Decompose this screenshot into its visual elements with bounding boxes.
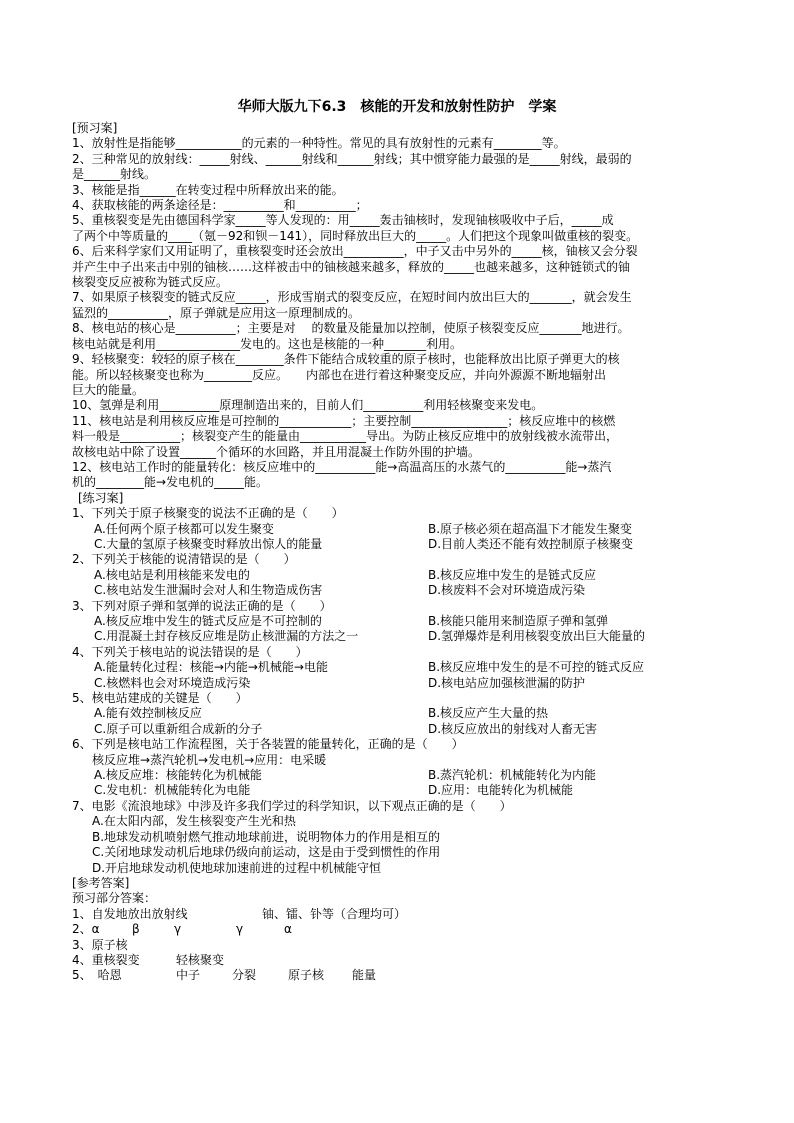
answer-row	[72, 938, 722, 953]
preview-line: 并产生中子出来击中别的铀核……这样被击中的铀核越来越多，释放的_____也越来越多，这种链锁式的铀	[72, 259, 631, 274]
option-a: A.能有效控制核反应	[94, 706, 202, 721]
preview-line: 9、轻核聚变：较轻的原子核在________条件下能结合成较重的原子核时，也能释放出比原子弹更大的核	[72, 352, 620, 367]
answer-cell: 3、原子核	[72, 937, 128, 952]
answer-cell: 1、自发地放出放射线	[72, 906, 188, 921]
answers-section	[72, 876, 722, 984]
practice-section	[72, 491, 722, 876]
option-d: D.核电站应加强核泄漏的防护	[428, 675, 586, 690]
option-b: B.核反应产生大量的热	[428, 706, 549, 721]
question-7	[72, 799, 722, 876]
option-d: D.开启地球发动机使地球加速前进的过程中机械能守恒	[92, 860, 382, 875]
question-1	[72, 506, 722, 552]
answer-row	[72, 968, 722, 983]
question-stem: 2、下列关于核能的说清错误的是（ ）	[72, 552, 296, 567]
preview-line: 巨大的能量。	[72, 382, 145, 397]
preview-line: 核裂变反应被称为链式反应。	[72, 275, 229, 290]
option-b: B.核反应堆中发生的是不可控的链式反应	[428, 660, 645, 675]
option-b: B.核反应堆中发生的是链式反应	[428, 567, 597, 582]
preview-section	[72, 121, 722, 491]
option-d: D.氢弹爆炸是利用核裂变放出巨大能量的	[428, 629, 646, 644]
answer-cell: γ	[174, 922, 182, 937]
answer-cell: 轻核聚变	[176, 952, 225, 967]
section-header-practice: [练习案]	[78, 490, 124, 505]
answer-cell: 铀、镭、钋等（合理均可）	[262, 906, 407, 921]
question-stem: 7、电影《流浪地球》中涉及许多我们学过的科学知识，以下观点正确的是（ ）	[72, 798, 512, 813]
option-b: B.原子核必须在超高温下才能发生聚变	[428, 521, 633, 536]
preview-line: 7、如果原子核裂变的链式反应_____，形成雪崩式的裂变反应，在短时间内放出巨大的_______，就会发生	[72, 290, 632, 305]
preview-line: 料一般是__________；核裂变产生的能量由___________导出。为防止核反应堆中的放射线被水流带出，	[72, 429, 619, 444]
question-stem: 3、下列对原子弹和氢弹的说法正确的是（ ）	[72, 598, 332, 613]
answer-row	[72, 907, 722, 922]
question-4	[72, 645, 722, 691]
preview-line: 5、重核裂变是先由德国科学家_____等人发现的：用_____轰击铀核时，发现铀核吸收中子后，_____成	[72, 213, 614, 228]
preview-line: 机的________能→发电机的_____能。	[72, 475, 269, 490]
preview-line: 核电站就是利用______________发电的。这也是核能的一种_______利用。	[72, 336, 463, 351]
preview-line: 6、后来科学家们又用证明了，重核裂变时还会放出__________，中子又击中另外的_____核，铀核又会分裂	[72, 244, 638, 259]
option-d: D.核反应放出的射线对人畜无害	[428, 721, 598, 736]
preview-line: 3、核能是指______在转变过程中所释放出来的能。	[72, 182, 344, 197]
question-3	[72, 599, 722, 645]
option-c: C.关闭地球发动机后地球仍级向前运动，这是由于受到惯性的作用	[92, 845, 441, 860]
answer-cell: 能量	[352, 968, 377, 983]
answer-cell: α	[284, 922, 292, 937]
option-c: C.核燃料也会对环境造成污染	[94, 675, 251, 690]
option-c: C.原子可以重新组合成新的分子	[94, 721, 263, 736]
option-d: D.目前人类还不能有效控制原子核聚变	[428, 536, 634, 551]
preview-line: 1、放射性是指能够___________的元素的一种特性。常见的具有放射性的元素有________等。	[72, 136, 566, 151]
option-a: A.核反应堆中发生的链式反应是不可控制的	[94, 614, 322, 628]
option-c: C.发电机：机械能转化为电能	[94, 783, 251, 798]
question-6	[72, 737, 722, 799]
question-5	[72, 691, 722, 737]
option-c: C.大量的氢原子核聚变时释放出惊人的能量	[94, 536, 323, 551]
answer-cell: 4、重核裂变	[72, 952, 140, 967]
preview-line: 4、获取核能的两条途径是：__________和__________；	[72, 198, 368, 213]
answer-cell: γ	[236, 922, 244, 937]
option-a: A.核反应堆：核能转化为机械能	[94, 768, 262, 783]
option-a: A.在太阳内部，发生核裂变产生光和热	[92, 814, 296, 829]
option-a: A.核电站是利用核能来发电的	[94, 567, 250, 582]
answer-cell: 中子	[176, 968, 201, 983]
option-c: C.用混凝土封存核反应堆是防止核泄漏的方法之一	[94, 629, 359, 644]
answers-subheader: 预习部分答案：	[72, 891, 157, 906]
option-a: A.任何两个原子核都可以发生聚变	[94, 521, 274, 536]
answer-row	[72, 922, 722, 937]
section-header-preview: [预习案]	[72, 121, 118, 135]
answer-cell: 2、α	[72, 922, 100, 937]
preview-line: 11、核电站是利用核反应堆是可控制的____________；主要控制________________；核反应堆中的核燃	[72, 413, 616, 428]
preview-line: 12、核电站工作时的能量转化：核反应堆中的__________能→高温高压的水蒸气的__________能→蒸汽	[72, 459, 612, 474]
preview-line: 故核电站中除了设置______个循环的水回路，并且用混凝土作防外围的护墙。	[72, 444, 481, 459]
option-b: B.地球发动机喷射燃气推动地球前进，说明物体力的作用是相互的	[92, 829, 441, 844]
preview-line: 8、核电站的核心是__________；主要是对 的数量及能量加以控制，使原子核裂变反应_______地进行。	[72, 321, 630, 336]
question-stem: 6、下列是核电站工作流程图，关于各装置的能量转化，正确的是（ ）	[72, 737, 464, 752]
preview-line: 猛烈的__________，原子弹就是应用这一原理制成的。	[72, 305, 361, 320]
preview-line: 2、三种常见的放射线：_____射线、______射线和______射线；其中惯穿能力最强的是_____射线，最弱的	[72, 151, 632, 166]
question-2	[72, 552, 722, 598]
preview-line: 10、氢弹是利用__________原理制造出来的，目前人们__________利用轻核聚变来发电。	[72, 398, 544, 413]
preview-line: 是______射线。	[72, 167, 157, 182]
worksheet-page	[72, 96, 722, 984]
question-stem: 4、下列关于核电站的说法错误的是（ ）	[72, 644, 308, 659]
page-title: 华师大版九下6.3 核能的开发和放射性防护 学案	[237, 99, 557, 115]
section-header-answers: [参考答案]	[72, 875, 130, 890]
answer-cell: β	[132, 922, 140, 937]
question-stem: 5、核电站建成的关键是（ ）	[72, 691, 248, 706]
question-stem: 1、下列关于原子核聚变的说法不正确的是（ ）	[72, 506, 344, 521]
option-d: D.应用：电能转化为机械能	[428, 783, 574, 798]
answer-cell: 5、 哈恩	[72, 968, 122, 983]
option-a: A.能量转化过程：核能→内能→机械能→电能	[94, 660, 328, 675]
preview-line: 能。所以轻核聚变也称为________反应。 内部也在进行着这种聚变反应，并向外源源不断地辐射出	[72, 367, 607, 382]
option-d: D.核废料不会对环境造成污染	[428, 583, 586, 598]
option-b: B.核能只能用来制造原子弹和氢弹	[428, 614, 609, 628]
preview-line: 了两个中等质量的____（氪－92和钡－141），同时释放出巨大的_____。人们把这个现象叫做重核的裂变。	[72, 228, 639, 243]
option-c: C.核电站发生泄漏时会对人和生物造成伤害	[94, 583, 323, 598]
answer-cell: 分裂	[232, 968, 257, 983]
option-b: B.蒸汽轮机：机械能转化为内能	[428, 768, 597, 783]
answer-cell: 原子核	[288, 968, 325, 983]
answer-row	[72, 953, 722, 968]
flow-chart-text: 核反应堆→蒸汽轮机→发电机→应用：电采暖	[92, 752, 327, 767]
